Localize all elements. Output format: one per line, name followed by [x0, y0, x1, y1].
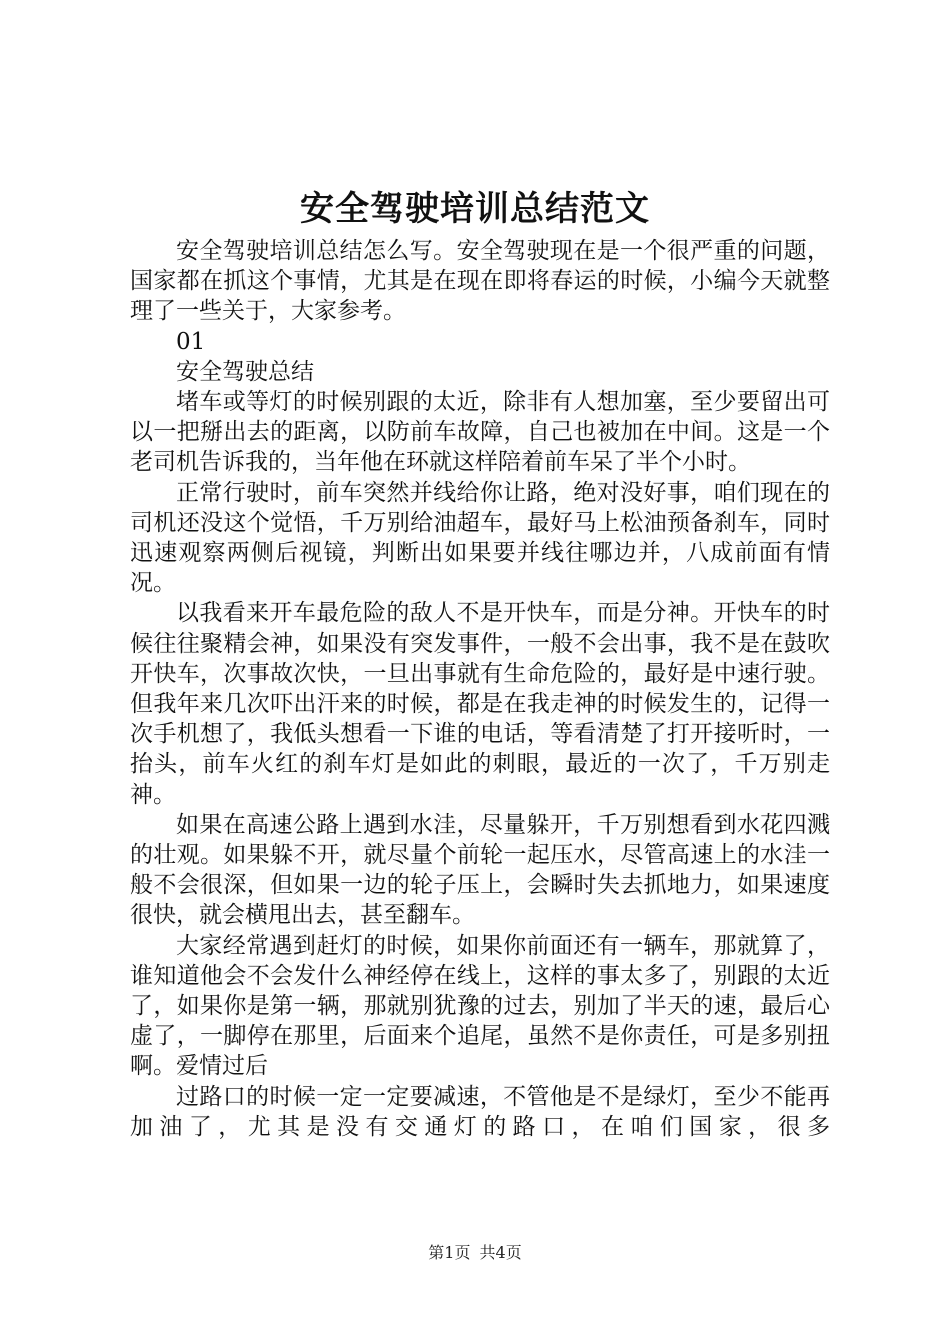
paragraph-intro: 安全驾驶培训总结怎么写。安全驾驶现在是一个很严重的问题，国家都在抓这个事情，尤其是在现在即将春运的时候，小编今天就整理了一些关于，大家参考。 [130, 238, 830, 325]
paragraph-puddles: 如果在高速公路上遇到水洼，尽量躲开，千万别想看到水花四溅的壮观。如果躲不开，就尽量个前轮一起压水，尽管高速上的水洼一般不会很深，但如果一边的轮子压上，会瞬时失去抓地力，如果速度很快，就会横甩出去，甚至翻车。 [130, 811, 830, 929]
page-number: 第1页 [428, 1243, 471, 1262]
paragraph-distraction: 以我看来开车最危险的敌人不是开快车，而是分神。开快车的时候往往聚精会神，如果没有突发事件，一般不会出事，我不是在鼓吹开快车，次事故次快，一旦出事就有生命危险的，最好是中速行驶。但我年来几次吓出汗来的时候，都是在我走神的时候发生的，记得一次手机想了，我低头想看一下谁的电话，等看清楚了打开接听时，一抬头，前车火红的刹车灯是如此的刺眼，最近的一次了，千万别走神。 [130, 600, 830, 808]
paragraph-traffic-jam: 堵车或等灯的时候别跟的太近，除非有人想加塞，至少要留出可以一把掰出去的距离，以防前车故障，自己也被加在中间。这是一个老司机告诉我的，当年他在环就这样陪着前车呆了半个小时。 [130, 389, 830, 476]
paragraph-intersections: 过路口的时候一定一定要减速，不管他是不是绿灯，至少不能再加油了，尤其是没有交通灯的路口，在咱们国家，很多 [130, 1083, 830, 1140]
page-footer [0, 1242, 950, 1264]
section-heading: 安全驾驶总结 [176, 358, 314, 385]
document-title: 安全驾驶培训总结范文 [300, 189, 650, 229]
document-body [130, 236, 830, 1142]
section-number: 01 [176, 328, 206, 355]
paragraph-traffic-lights: 大家经常遇到赶灯的时候，如果你前面还有一辆车，那就算了，谁知道他会不会发什么神经停在线上，这样的事太多了，别跟的太近了，如果你是第一辆，那就别犹豫的过去，别加了半天的速，最后心虚了，一脚停在那里，后面来个追尾，虽然不是你责任，可是多别扭啊。爱情过后 [130, 932, 830, 1080]
page-total: 共4页 [479, 1243, 522, 1262]
paragraph-lane-change: 正常行驶时，前车突然并线给你让路，绝对没好事，咱们现在的司机还没这个觉悟，千万别给油超车，最好马上松油预备刹车，同时迅速观察两侧后视镜，判断出如果要并线往哪边并，八成前面有情况。 [130, 479, 830, 597]
